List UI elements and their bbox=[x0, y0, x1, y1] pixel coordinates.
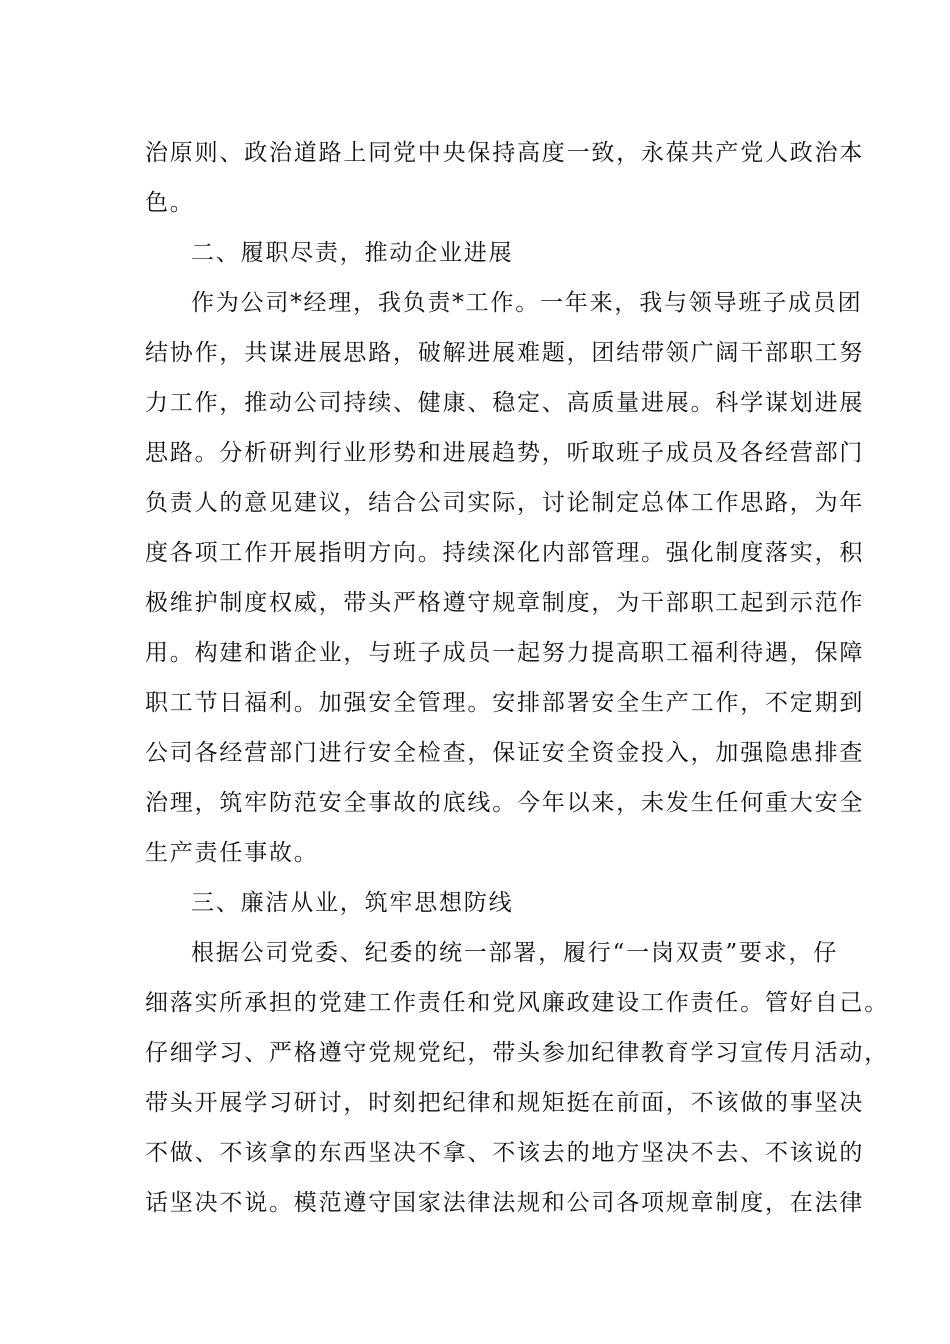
document-body bbox=[145, 128, 889, 1228]
body-text-line: 仔细学习、严格遵守党规党纪，带头参加纪律教育学习宣传月活动， bbox=[145, 1040, 889, 1066]
body-text-line: 职工节日福利。加强安全管理。安排部署安全生产工作，不定期到 bbox=[145, 690, 865, 716]
body-text-line: 极维护制度权威，带头严格遵守规章制度，为干部职工起到示范作 bbox=[145, 590, 865, 616]
body-text-line: 细落实所承担的党建工作责任和党风廉政建设工作责任。管好自己。 bbox=[145, 990, 889, 1016]
body-text-line: 话坚决不说。模范遵守国家法律法规和公司各项规章制度，在法律 bbox=[145, 1190, 865, 1216]
body-text-line: 作为公司*经理，我负责*工作。一年来，我与领导班子成员团 bbox=[191, 290, 863, 316]
body-text-line: 结协作，共谋进展思路，破解进展难题，团结带领广阔干部职工努 bbox=[145, 340, 865, 366]
body-text-line: 力工作，推动公司持续、健康、稳定、高质量进展。科学谋划进展 bbox=[145, 390, 865, 416]
section-heading-3: 三、廉洁从业，筑牢思想防线 bbox=[191, 890, 514, 916]
body-text-line: 公司各经营部门进行安全检查，保证安全资金投入，加强隐患排查 bbox=[145, 740, 865, 766]
body-text-line: 生产责任事故。 bbox=[145, 840, 319, 866]
body-text-line: 根据公司党委、纪委的统一部署，履行“一岗双责”要求，仔 bbox=[191, 940, 839, 966]
body-text-line: 用。构建和谐企业，与班子成员一起努力提高职工福利待遇，保障 bbox=[145, 640, 865, 666]
body-text-line: 负责人的意见建议，结合公司实际，讨论制定总体工作思路，为年 bbox=[145, 490, 865, 516]
body-text-line: 度各项工作开展指明方向。持续深化内部管理。强化制度落实，积 bbox=[145, 540, 865, 566]
section-heading-2: 二、履职尽责，推动企业进展 bbox=[191, 240, 514, 266]
body-text-line: 治理，筑牢防范安全事故的底线。今年以来，未发生任何重大安全 bbox=[145, 790, 865, 816]
body-text-line: 思路。分析研判行业形势和进展趋势，听取班子成员及各经营部门 bbox=[145, 440, 865, 466]
body-text-line: 带头开展学习研讨，时刻把纪律和规矩挺在前面，不该做的事坚决 bbox=[145, 1090, 865, 1116]
body-text-line: 色。 bbox=[145, 190, 195, 216]
body-text-line: 治原则、政治道路上同党中央保持高度一致，永葆共产党人政治本 bbox=[145, 140, 865, 166]
body-text-line: 不做、不该拿的东西坚决不拿、不该去的地方坚决不去、不该说的 bbox=[145, 1140, 865, 1166]
